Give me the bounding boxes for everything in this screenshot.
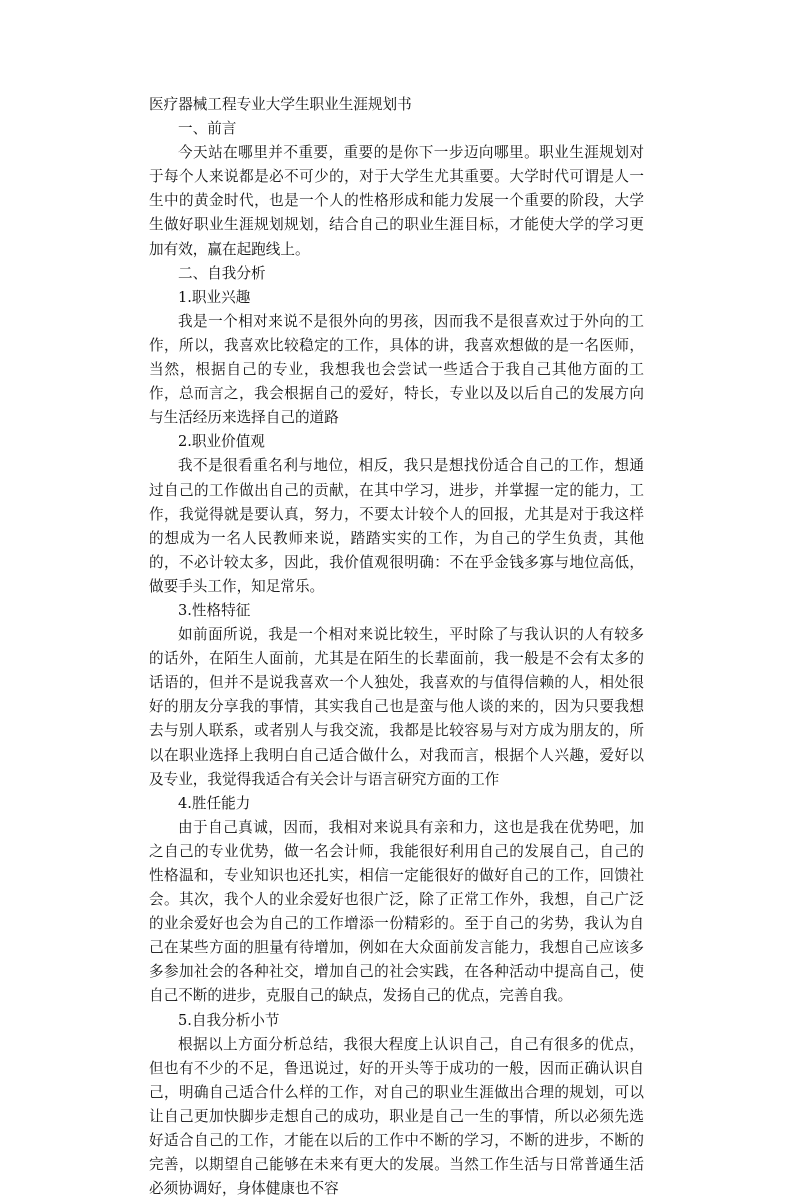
subsection-heading-career-values: 2.职业价值观: [178, 433, 265, 451]
subsection-career-interest: [149, 286, 644, 431]
paragraph-competence: 由于自己真诚，因而，我相对来说具有亲和力，这也是我在优势吧，加之自己的专业优势，做一名会计师，我能很好利用自己的发展自己，自己的性格温和，专业知识也还扎实，相信一定能很好的做好自己的工作，回馈社会。其次，我个人的业余爱好也很广泛，除了正常工作外，我想，自己广泛的业余爱好也会为自己的工作增添一份精彩的。至于自己的劣势，我认为自己在某些方面的胆量有待增加，例如在大众面前发言能力，我想自己应该多多参加社会的各种社交，增加自己的社会实践，在各种活动中提高自己，使自己不断的进步，克服自己的缺点，发扬自己的优点，完善自我。: [149, 818, 644, 1005]
subsection-summary: [149, 1009, 644, 1201]
subsection-heading-personality: 3.性格特征: [178, 601, 251, 619]
section-heading-self-analysis: 二、自我分析: [178, 264, 266, 282]
paragraph-career-values: 我不是很看重名利与地位，相反，我只是想找份适合自己的工作，想通过自己的工作做出自己的贡献，在其中学习，进步，并掌握一定的能力，工作，我觉得就是要认真，努力，不要太计较个人的回报，尤其是对于我这样的想成为一名人民教师来说，踏踏实实的工作，为自己的学生负责，其他的，不必计较太多，因此，我价值观很明确：不在乎金钱多寡与地位高低，做要手头工作，知足常乐。: [149, 457, 644, 595]
paragraph-career-interest: 我是一个相对来说不是很外向的男孩，因而我不是很喜欢过于外向的工作，所以，我喜欢比较稳定的工作，具体的讲，我喜欢想做的是一名医师，当然，根据自己的专业，我想我也会尝试一些适合于我自己其他方面的工作，总而言之，我会根据自己的爱好，特长，专业以及以后自己的发展方向与生活经历来选择自己的道路: [149, 312, 644, 427]
subsection-heading-summary: 5.自我分析小节: [178, 1011, 280, 1029]
document-page: [149, 93, 644, 1201]
subsection-competence: [149, 792, 644, 1009]
paragraph-summary: 根据以上方面分析总结，我很大程度上认识自己，自己有很多的优点，但也有不少的不足，鲁迅说过，好的开头等于成功的一般，因而正确认识自己，明确自己适合什么样的工作，对自己的职业生涯做出合理的规划，可以让自己更加快脚步走想自己的成功，职业是自己一生的事情，所以必须先选好适合自己的工作，才能在以后的工作中不断的学习，不断的进步，不断的完善，以期望自己能够在未来有更大的发展。当然工作生活与日常普通生活必须协调好，身体健康也不容: [149, 1035, 644, 1198]
subsection-heading-competence: 4.胜任能力: [178, 794, 251, 812]
section-preface: [149, 117, 644, 262]
paragraph-preface: 今天站在哪里并不重要，重要的是你下一步迈向哪里。职业生涯规划对于每个人来说都是必不可少的，对于大学生尤其重要。大学时代可谓是人一生中的黄金时代，也是一个人的性格形成和能力发展一个重要的阶段，大学生做好职业生涯规划规划，结合自己的职业生涯目标，才能使大学的学习更加有效，赢在起跑线上。: [149, 144, 644, 258]
subsection-heading-career-interest: 1.职业兴趣: [178, 288, 251, 306]
paragraph-personality: 如前面所说，我是一个相对来说比较生，平时除了与我认识的人有较多的话外，在陌生人面前，尤其是在陌生的长辈面前，我一般是不会有太多的话语的，但并不是说我喜欢一个人独处，我喜欢的与值得信赖的人，相处很好的朋友分享我的事情，其实我自己也是蛮与他人谈的来的，因为只要我想去与别人联系，或者别人与我交流，我都是比较容易与对方成为朋友的，所以在职业选择上我明白自己适合做什么，对我而言，根据个人兴趣，爱好以及专业，我觉得我适合有关会计与语言研究方面的工作: [149, 626, 644, 788]
subsection-personality: [149, 599, 644, 792]
document-title: 医疗器械工程专业大学生职业生涯规划书: [149, 96, 412, 113]
section-heading-preface: 一、前言: [178, 120, 237, 138]
subsection-career-values: [149, 430, 644, 599]
section-self-analysis: [149, 262, 644, 286]
